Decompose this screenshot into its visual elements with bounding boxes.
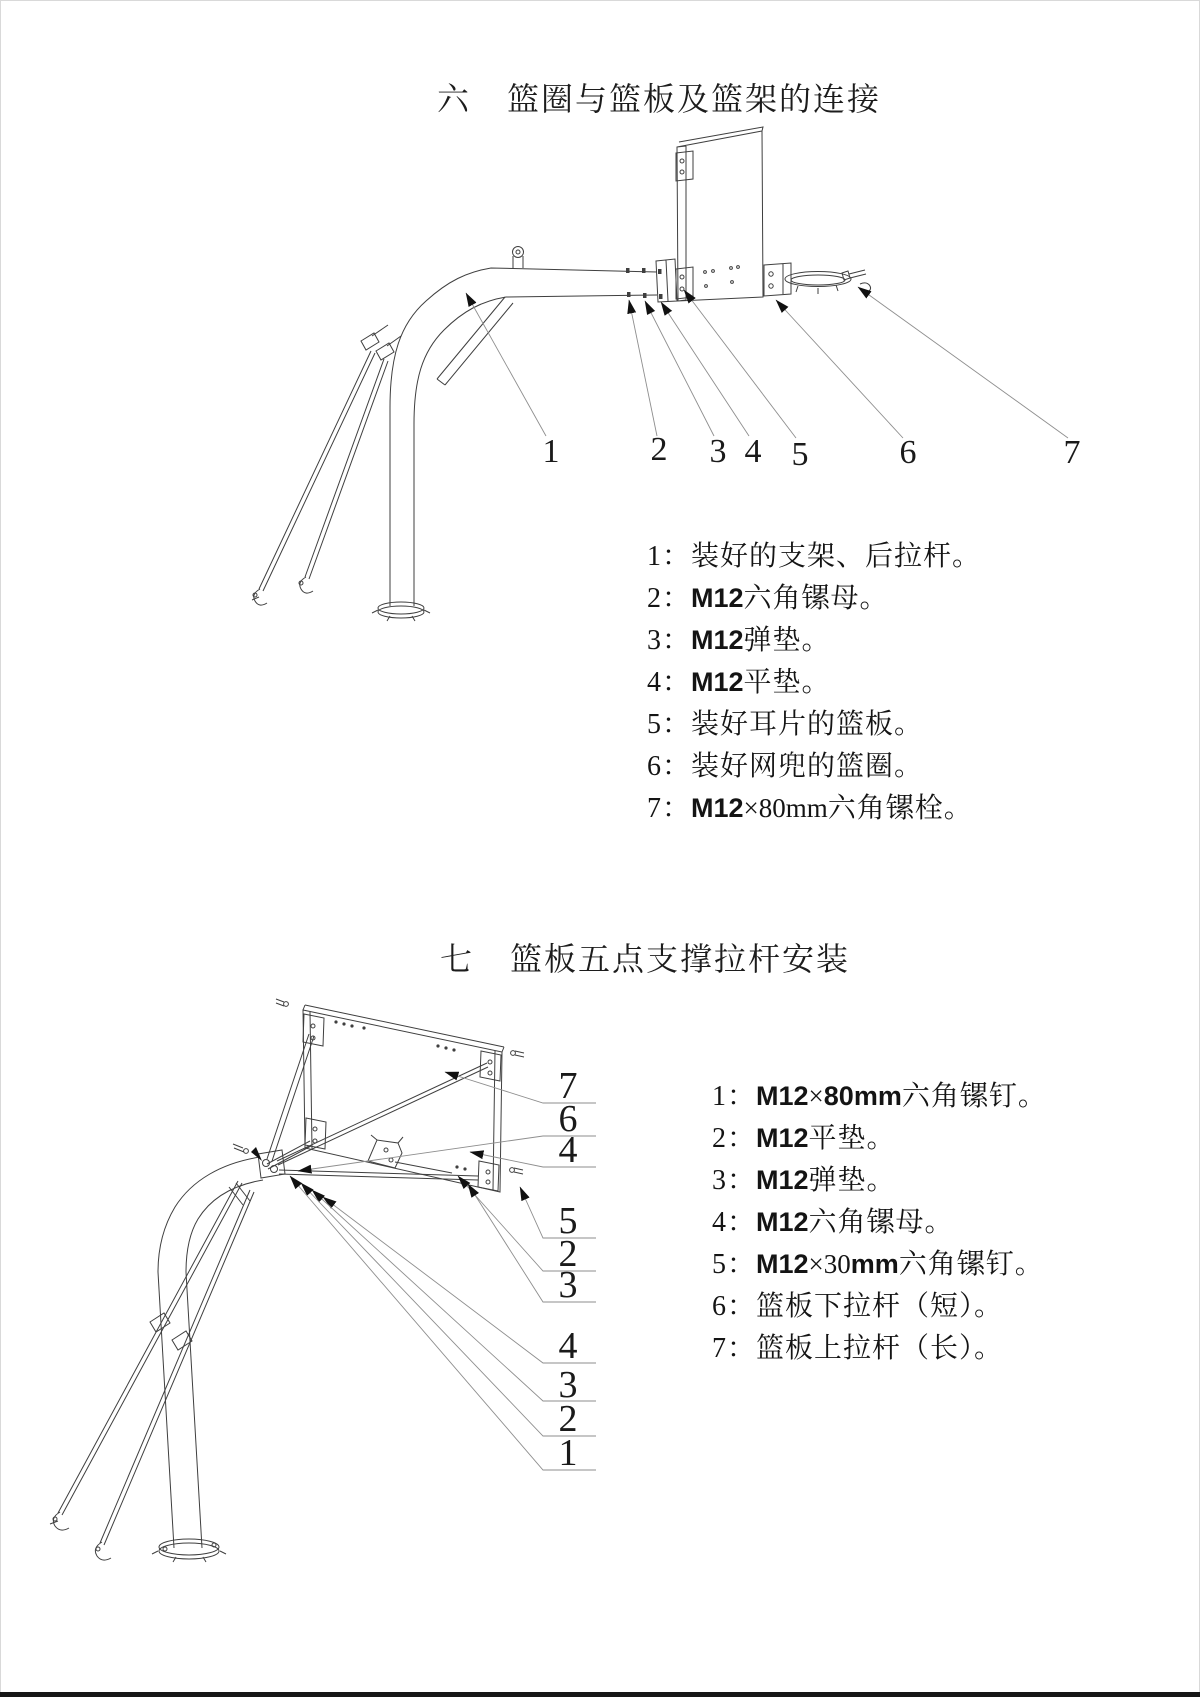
rear-stay-rods-2 (50, 1181, 254, 1560)
rim-assembly (764, 263, 851, 296)
callout-s7-2a: 2 (558, 1233, 578, 1275)
section6-heading-number: 六 (437, 81, 472, 117)
section7-heading-text: 篮板五点支撑拉杆安装 (510, 941, 851, 977)
callout-s7-6: 6 (558, 1098, 578, 1140)
part-desc: 装好耳片的篮板。 (691, 709, 924, 740)
callout-s6-1: 1 (542, 433, 560, 470)
part-desc: 平垫。 (808, 1123, 896, 1154)
callout-s7-5: 5 (558, 1200, 578, 1242)
part-item (647, 535, 981, 577)
part-number: 6： (647, 751, 692, 782)
leader-s7-6 (298, 1136, 596, 1171)
part-desc: 六角镙母。 (743, 583, 889, 614)
callout-s6-3: 3 (709, 433, 727, 470)
eyebolt (513, 247, 524, 269)
part-spec-bold2: 80mm (823, 1081, 902, 1111)
section7-parts-list (712, 1075, 1047, 1369)
part-spec-bold: M12 (756, 1165, 809, 1195)
part-item (647, 787, 981, 829)
leader-s6-5 (684, 290, 796, 438)
leader-s6-6 (776, 300, 903, 438)
section6-heading-text: 篮圈与篮板及篮架的连接 (507, 81, 882, 117)
part-desc: 篮板下拉杆（短）。 (756, 1291, 1004, 1322)
leader-s6-3 (645, 301, 714, 436)
hex-bolt-part (842, 270, 871, 292)
section6-parts-list (647, 535, 981, 829)
pole-base-flange-rear (152, 1539, 226, 1562)
part-desc: 篮板上拉杆（长）。 (756, 1333, 1004, 1364)
part-item (647, 577, 981, 619)
part-number: 3： (712, 1165, 757, 1196)
callout-s7-7: 7 (558, 1065, 578, 1107)
diagram-6-leaders (466, 287, 1068, 438)
callout-s6-4: 4 (744, 433, 762, 470)
backboard (676, 127, 763, 301)
part-spec-bold: M12 (691, 793, 744, 823)
part-desc: 弹垫。 (743, 625, 831, 656)
part-number: 4： (647, 667, 692, 698)
part-desc: 六角镙钉。 (898, 1249, 1044, 1280)
part-number: 5： (647, 709, 692, 740)
part-number: 7： (647, 793, 692, 824)
leader-s6-7 (858, 287, 1068, 438)
part-item (712, 1075, 1047, 1117)
page-bottom-edge (0, 1692, 1200, 1697)
callout-s7-2b: 2 (558, 1398, 578, 1440)
leader-s6-2 (629, 300, 657, 436)
callout-s7-4a: 4 (558, 1129, 578, 1171)
support-rods (267, 1034, 488, 1180)
rear-stay-rods (252, 325, 401, 605)
part-number: 1： (647, 541, 692, 572)
part-item (647, 703, 981, 745)
part-item (647, 661, 981, 703)
section7-heading (440, 934, 850, 980)
gooseneck-pole-arm (390, 268, 657, 606)
callout-s6-7: 7 (1063, 434, 1081, 471)
callout-s7-1b: 1 (558, 1432, 578, 1474)
part-desc: 六角镙栓。 (827, 793, 973, 824)
leader-s6-1 (466, 293, 546, 436)
center-bracket (368, 1135, 452, 1173)
part-desc: 弹垫。 (808, 1165, 896, 1196)
part-number: 1： (712, 1081, 757, 1112)
part-desc: 六角镙母。 (808, 1207, 954, 1238)
callout-s7-4b: 4 (558, 1325, 578, 1367)
part-item (712, 1285, 1047, 1327)
part-spec: ×30 (808, 1249, 851, 1279)
part-desc: 平垫。 (743, 667, 831, 698)
leader-s7-4b (323, 1197, 596, 1363)
part-item (712, 1327, 1047, 1369)
part-number: 4： (712, 1207, 757, 1238)
part-item (712, 1201, 1047, 1243)
part-item (712, 1159, 1047, 1201)
part-number: 5： (712, 1249, 757, 1280)
diagram-7-drawing (50, 999, 524, 1562)
part-spec-bold: M12 (756, 1081, 809, 1111)
part-number: 3： (647, 625, 692, 656)
part-desc: 装好的支架、后拉杆。 (691, 541, 982, 572)
part-item (712, 1117, 1047, 1159)
section6-heading (437, 74, 881, 120)
section7-heading-number: 七 (440, 941, 475, 977)
gooseneck-pole-rear (158, 1157, 263, 1548)
part-number: 2： (647, 583, 692, 614)
callout-s7-3b: 3 (558, 1364, 578, 1406)
part-number: 2： (712, 1123, 757, 1154)
callout-s6-2: 2 (650, 431, 668, 468)
pole-base-flange (372, 602, 430, 621)
part-desc: 六角镙钉。 (901, 1081, 1047, 1112)
part-spec-bold: M12 (756, 1207, 809, 1237)
part-item (712, 1243, 1047, 1285)
diagram-7-leaders (251, 1072, 596, 1470)
part-spec-bold: M12 (756, 1249, 809, 1279)
diagonal-brace (437, 297, 513, 385)
callout-s7-3a: 3 (558, 1264, 578, 1306)
callout-s6-6: 6 (899, 434, 917, 471)
part-spec: × (808, 1081, 824, 1111)
part-spec-bold2: mm (850, 1249, 899, 1279)
part-spec-bold: M12 (691, 583, 744, 613)
part-number: 7： (712, 1333, 757, 1364)
part-number: 6： (712, 1291, 757, 1322)
part-spec-bold: M12 (756, 1123, 809, 1153)
part-spec: ×80mm (743, 793, 828, 823)
part-item (647, 619, 981, 661)
part-desc: 装好网兜的篮圈。 (691, 751, 924, 782)
part-spec-bold: M12 (691, 625, 744, 655)
leader-s6-4 (661, 302, 749, 436)
callout-s6-5: 5 (791, 436, 809, 473)
part-spec-bold: M12 (691, 667, 744, 697)
part-item (647, 745, 981, 787)
